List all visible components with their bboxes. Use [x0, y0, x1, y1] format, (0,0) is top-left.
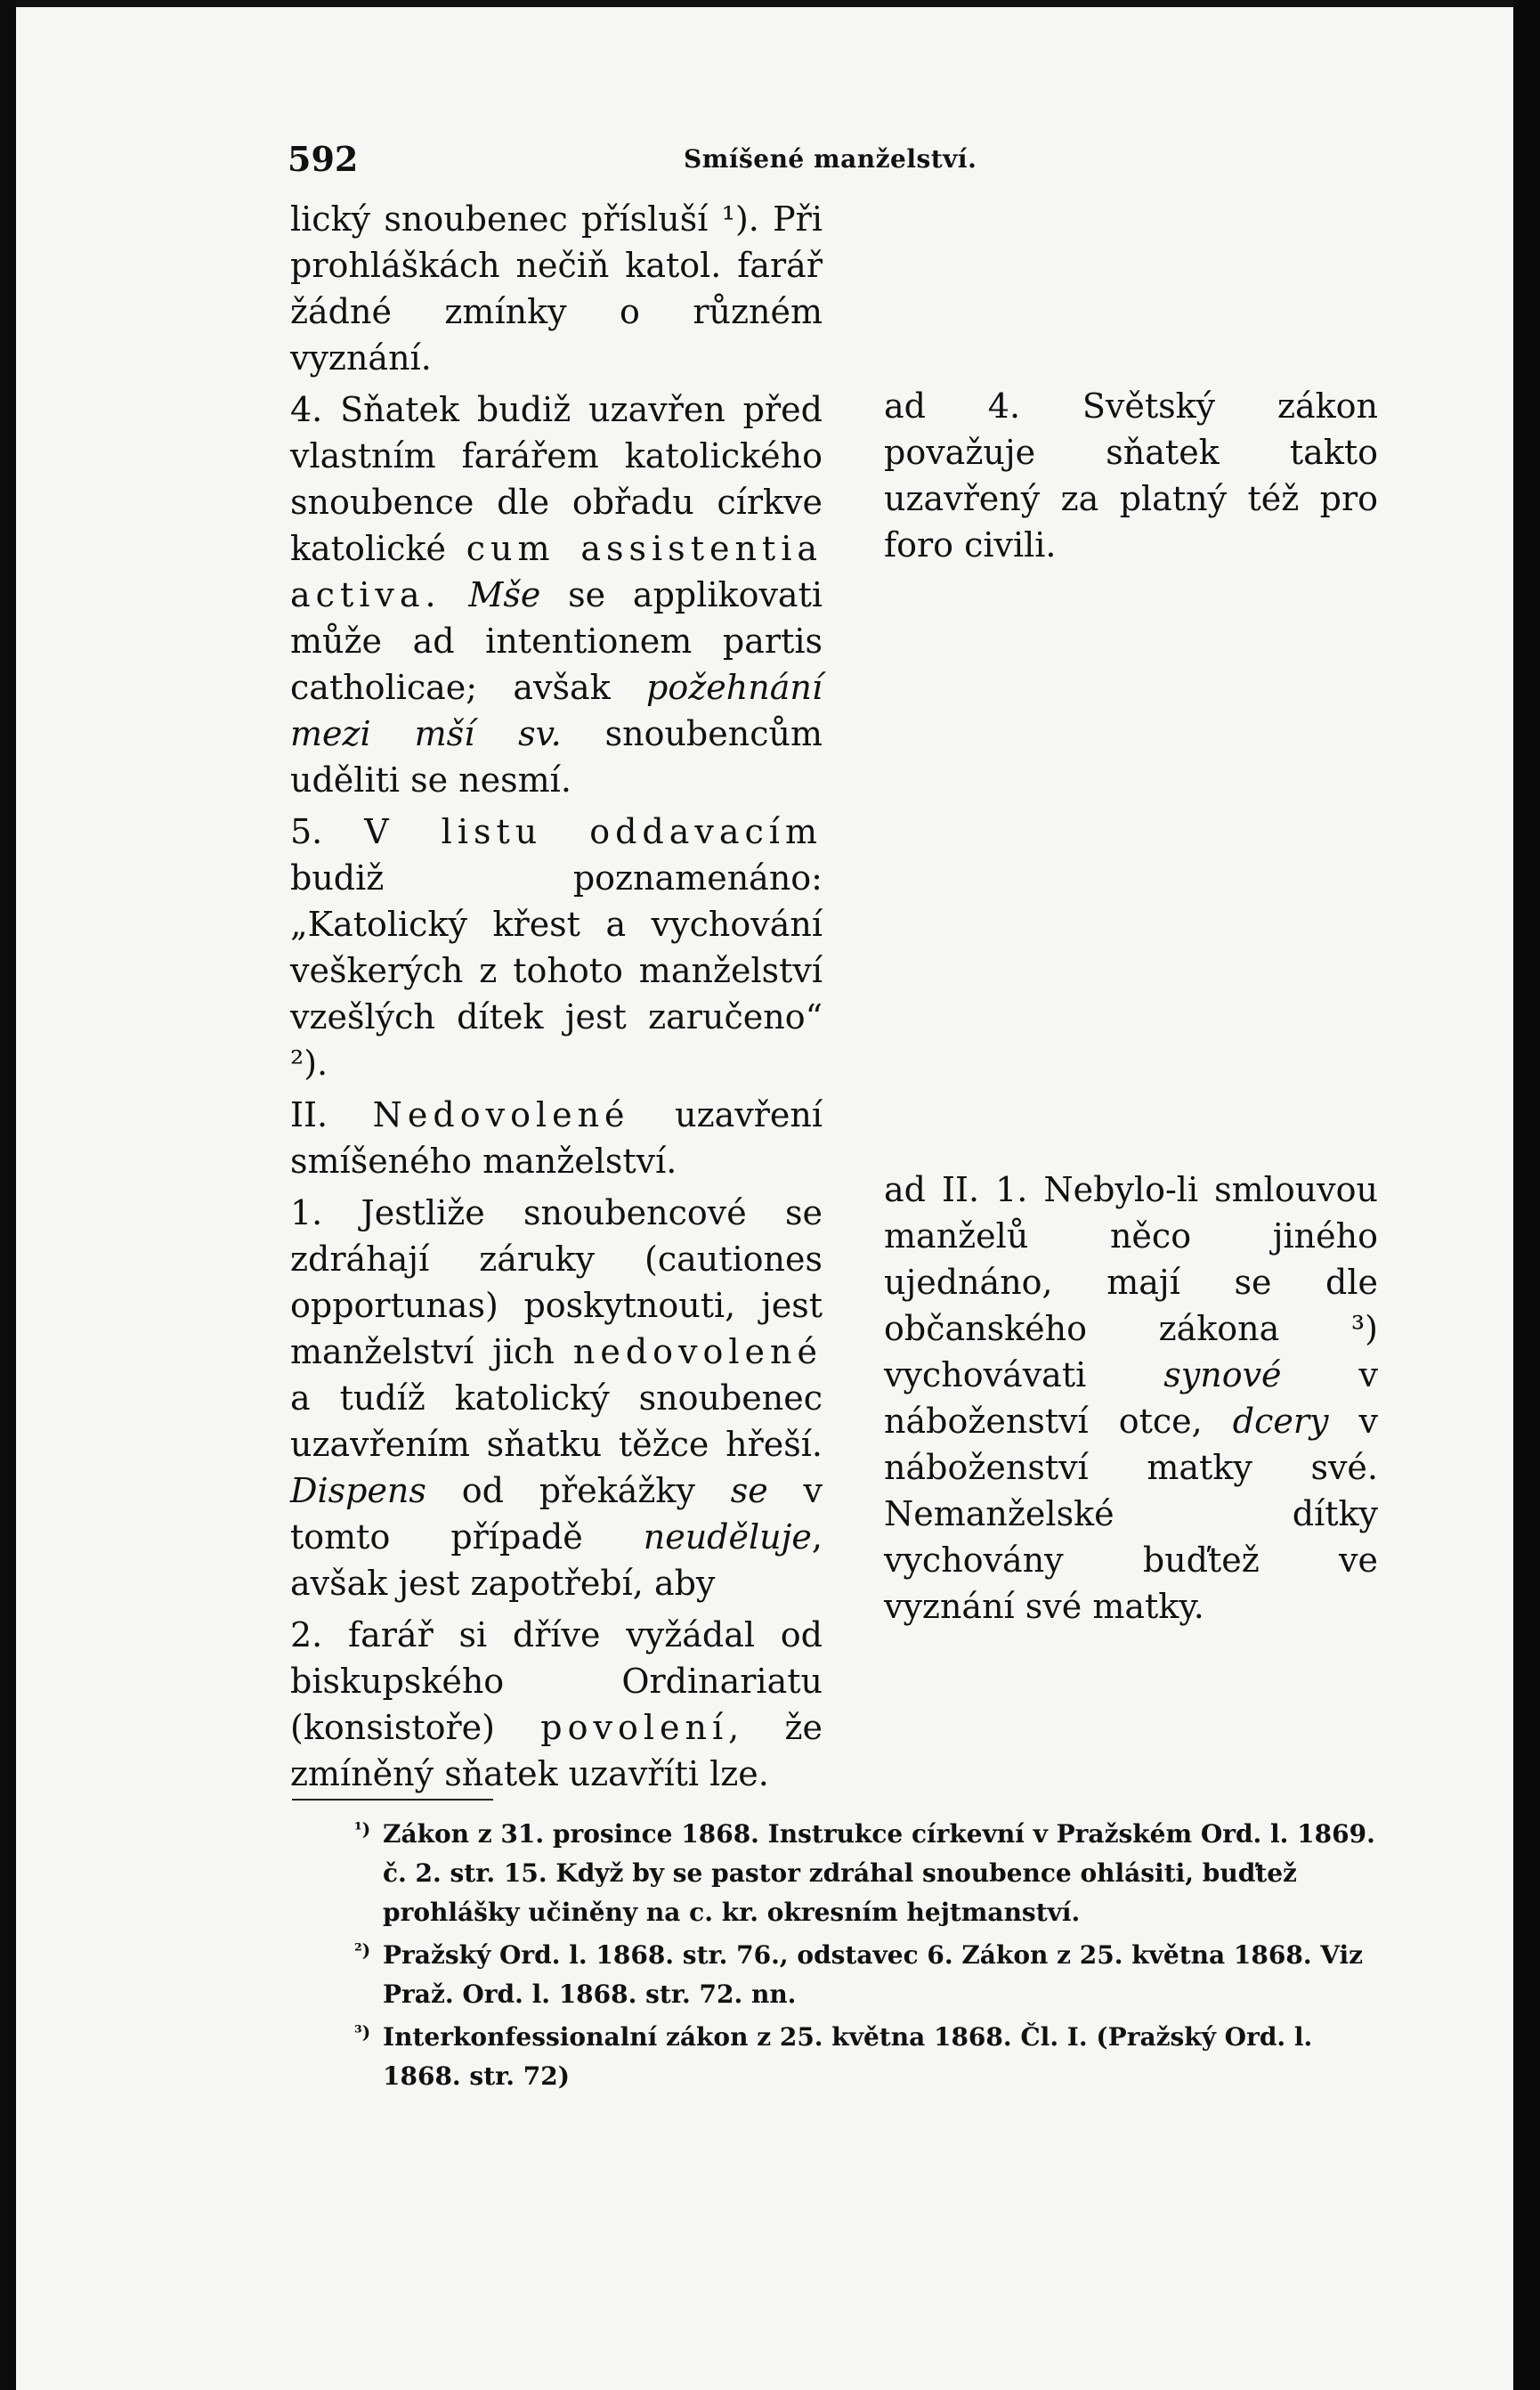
footnote-1: ¹) Zákon z 31. prosince 1868. Instrukce církevní v Pražském Ord. l. 1869. č. 2. str. 15. Když by se pastor zdráhal snoubence ohlásiti, buďtež prohlášky učiněny na c. kr. okresním hejtmanství. [354, 1818, 1375, 1927]
paragraph-II-2: 2. farář si dříve vyžádal od biskupského Ordinariatu (konsistoře) povolení, že zmíněný sňatek uzavříti lze. [290, 1615, 823, 1793]
paragraph-1: lický snoubenec přísluší ¹). Při prohláškách nečiň katol. farář žádné zmínky o různém vyznání. [290, 199, 823, 378]
side-note-ad-4: ad 4. Světský zákon považuje sňatek takto uzavřený za platný též pro foro civili. [884, 386, 1378, 565]
footnotes [354, 1815, 1380, 2100]
main-text-column [290, 196, 823, 1802]
book-page [16, 7, 1513, 2390]
side-note-ad-II-1: ad II. 1. Nebylo-li smlouvou manželů něco jiného ujednáno, mají se dle občanského zákona ³) vychovávati synové v náboženství otce, dcery v náboženství matky své. Nemanželské dítky vychovány buďtež ve vyznání své matky. [884, 1170, 1378, 1626]
paragraph-5: 5. V listu oddavacím budiž poznamenáno: „Katolický křest a vychování veškerých z tohoto manželství vzešlých dítek jest zaručeno“ ²). [290, 812, 823, 1083]
scan-border-left [0, 0, 16, 2390]
footnote-divider [292, 1799, 493, 1801]
scan-border-top [0, 0, 1540, 7]
paragraph-II-1: 1. Jestliže snoubencové se zdráhají záruky (cautiones opportunas) poskytnouti, jest manželství jich nedovolené a tudíž katolický snoubenec uzavřením sňatku těžce hřeší. Dispens od překážky se v tomto případě neuděluje, avšak jest zapotřebí, aby [290, 1193, 823, 1603]
running-header [16, 139, 1513, 179]
paragraph-4: 4. Sňatek budiž uzavřen před vlastním farářem katolického snoubence dle obřadu církve katolické cum assistentia activa. Mše se applikovati může ad intentionem partis catholicae; avšak požehnání mezi mší sv. snoubencům uděliti se nesmí. [290, 390, 823, 800]
running-title: Smíšené manželství. [684, 144, 977, 174]
footnote-2: ²) Pražský Ord. l. 1868. str. 76., odstavec 6. Zákon z 25. května 1868. Viz Praž. Ord. l. 1868. str. 72. nn. [354, 1939, 1364, 2009]
footnote-3: ³) Interkonfessionalní zákon z 25. května 1868. Čl. I. (Pražský Ord. l. 1868. str. 72) [354, 2021, 1313, 2091]
page-number: 592 [288, 139, 359, 179]
section-heading-II: II. Nedovolené uzavření smíšeného manželství. [290, 1095, 823, 1181]
scan-border-right [1513, 0, 1540, 2390]
